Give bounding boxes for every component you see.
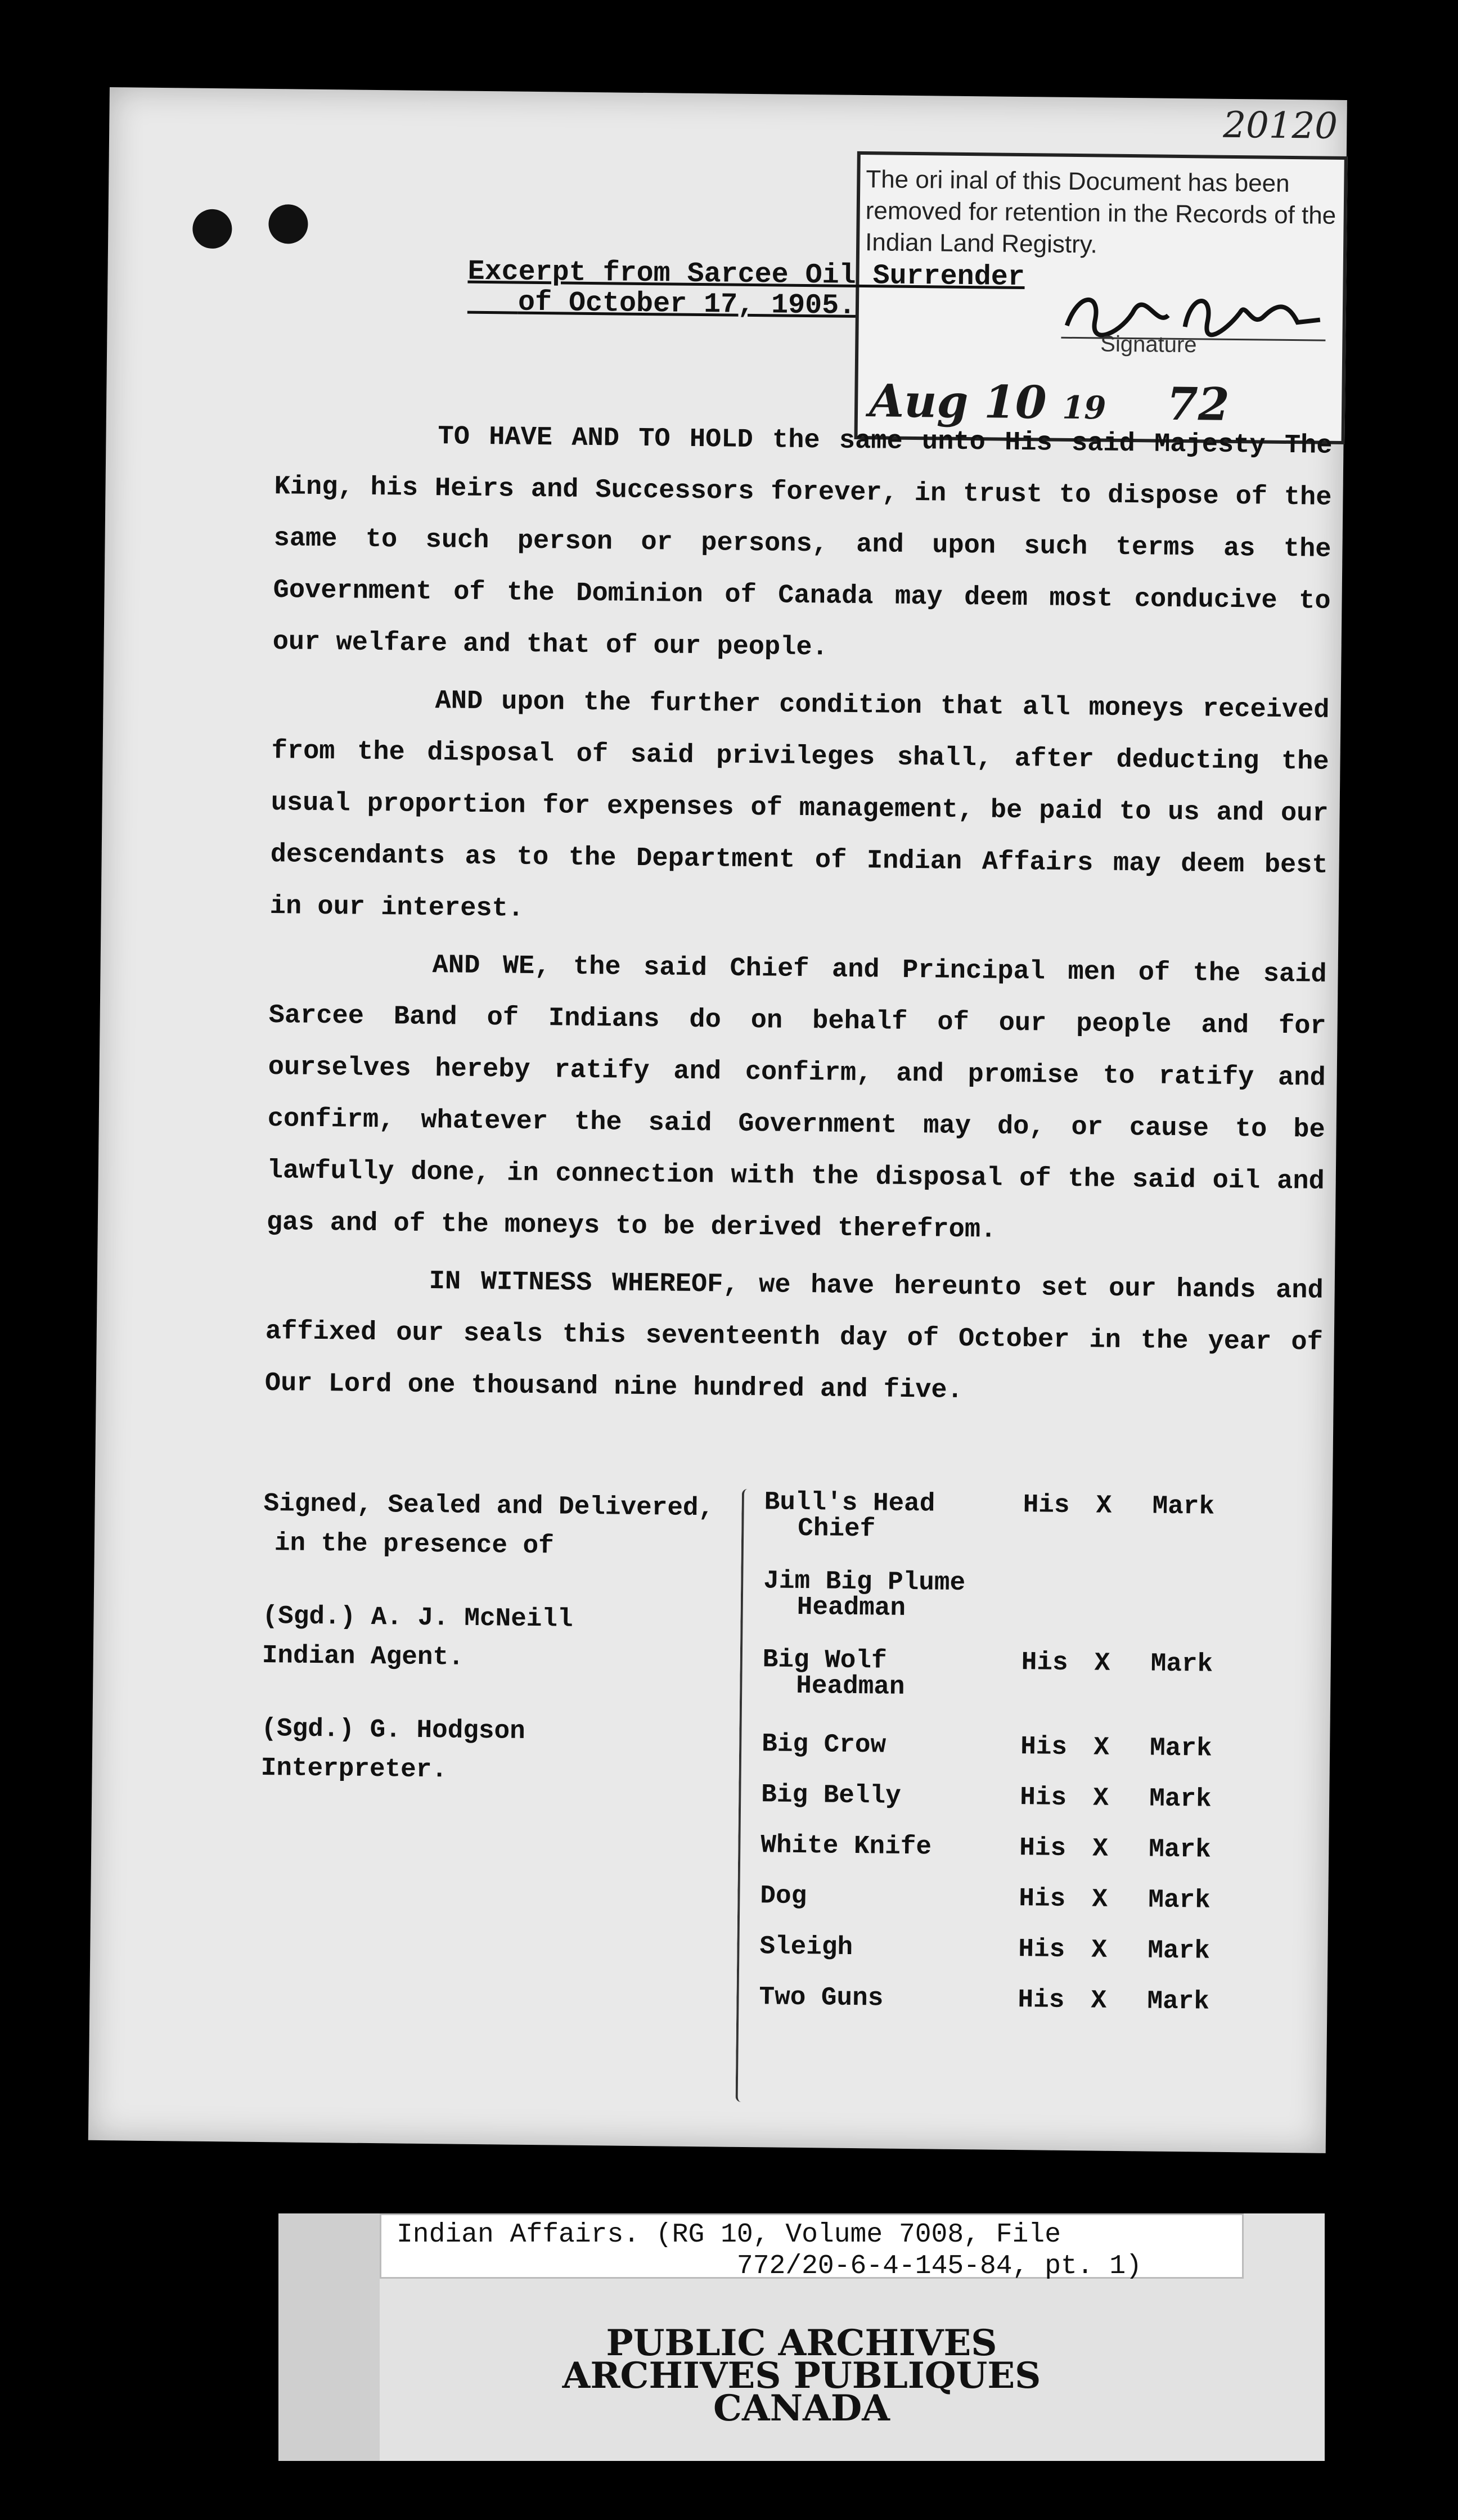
stamp-text: The ori inal of this Document has been removed for retention in the Records of the Indian Land Registry. <box>865 165 1336 259</box>
x-mark: X <box>1092 1884 1108 1914</box>
agent-title: Indian Agent. <box>262 1640 464 1672</box>
x-mark: X <box>1093 1732 1110 1762</box>
signatory-name <box>760 1832 986 1860</box>
his-text: His <box>1018 1985 1065 2015</box>
mark-text: Mark <box>1149 1784 1212 1814</box>
signatory-title: Chief <box>797 1513 876 1544</box>
reference-number: 20120 <box>1223 104 1338 147</box>
signatory-row <box>759 1982 1266 2017</box>
signatory-name-text: Dog <box>760 1881 807 1911</box>
signatory-row <box>762 1645 1269 1702</box>
interpreter-title: Interpreter. <box>260 1753 448 1785</box>
signatory-row <box>761 1780 1268 1814</box>
date-century: 19 <box>1061 389 1106 427</box>
date-day: Aug 10 <box>868 374 1047 429</box>
presence-line: in the presence of <box>274 1528 555 1561</box>
mark-text: Mark <box>1149 1834 1211 1865</box>
signatory-name-text: Big Belly <box>761 1780 901 1811</box>
agent-name: (Sgd.) A. J. McNeill <box>262 1601 573 1634</box>
punch-hole <box>192 209 232 249</box>
mark-text: Mark <box>1150 1649 1213 1679</box>
signatory-row <box>761 1729 1268 1763</box>
date-year: 72 <box>1166 377 1230 431</box>
signatory-title: Headman <box>796 1592 906 1623</box>
signatory-name <box>762 1646 988 1700</box>
signed-line: Signed, Sealed and Delivered, <box>263 1489 714 1523</box>
his-text: His <box>1023 1490 1070 1520</box>
signatory-name-text: Bull's Head <box>764 1487 935 1519</box>
signatory-name <box>759 1933 984 1961</box>
signature-label: Signature <box>1100 331 1197 358</box>
signatory-name-text: Jim Big Plume <box>763 1566 966 1598</box>
document-body <box>264 410 1333 1426</box>
his-text: His <box>1018 1934 1065 1964</box>
archive-line2: ARCHIVES PUBLIQUES <box>562 2355 1041 2397</box>
x-mark: X <box>1096 1491 1112 1520</box>
paragraph: TO HAVE AND TO HOLD the same unto His said Majesty The King, his Heirs and Successors forever, in trust to dispose of the same to such person or persons, and upon such terms as the Government of the Dominion of Canada may deem most conducive to our welfare and that of our people. <box>272 422 1333 663</box>
mark-text: Mark <box>1148 1936 1210 1966</box>
signatory-row <box>764 1487 1271 1544</box>
signatory-name-text: Two Guns <box>759 1982 884 2013</box>
witness-column <box>260 1484 748 1785</box>
excerpt-title-line2: of October 17, 1905. <box>518 286 856 322</box>
x-mark: X <box>1091 1935 1108 1965</box>
his-text: His <box>1020 1732 1068 1762</box>
citation <box>397 2219 1142 2282</box>
mark-text: Mark <box>1147 1986 1210 2017</box>
signature-block <box>257 1484 1333 2142</box>
signatory-name <box>763 1568 989 1622</box>
his-text: His <box>1019 1833 1066 1863</box>
paragraph: AND WE, the said Chief and Principal men of the said Sarcee Band of Indians do on behalf of our people and for ourselves hereby ratify and confirm, and promise to ratify and confirm, whatever the said Government may do, or cause to be lawfully done, in connection with the disposal of the said oil and gas and of the moneys to be derived therefrom. <box>266 951 1327 1245</box>
signatory-row <box>760 1881 1267 1915</box>
citation-line2: 772/20-6-4-145-84, pt. 1) <box>736 2251 1142 2282</box>
signatory-name <box>762 1731 987 1759</box>
mark-text: Mark <box>1148 1885 1211 1915</box>
signatory-name-text: Big Wolf <box>762 1645 887 1676</box>
his-text: His <box>1019 1884 1066 1914</box>
interpreter-name: (Sgd.) G. Hodgson <box>261 1713 525 1746</box>
excerpt-title-line1: Excerpt from Sarcee Oil Surrender <box>467 255 1025 294</box>
punch-hole <box>268 204 308 244</box>
x-mark: X <box>1091 1986 1107 2015</box>
paragraph: AND upon the further condition that all moneys received from the disposal of said privileges shall, after deducting the usual proportion for expenses of management, be paid to us and our descendants as to the Department of Indian Affairs may deem best in our interest. <box>269 686 1330 924</box>
x-mark: X <box>1094 1648 1110 1678</box>
mark-text: Mark <box>1149 1733 1212 1763</box>
mark-text: Mark <box>1152 1491 1215 1522</box>
signatory-row <box>763 1566 1270 1623</box>
signatory-name-text: Big Crow <box>761 1729 886 1760</box>
signatory-name <box>760 1883 985 1911</box>
his-text: His <box>1021 1648 1068 1677</box>
signatory-title: Headman <box>796 1671 905 1702</box>
x-mark: X <box>1092 1783 1109 1813</box>
signatory-name-text: White Knife <box>760 1830 932 1862</box>
excerpt-title <box>467 257 1025 323</box>
citation-line1: Indian Affairs. (RG 10, Volume 7008, File <box>397 2220 1061 2250</box>
archive-line1: PUBLIC ARCHIVES <box>606 2322 997 2364</box>
archive-label <box>278 2213 1325 2461</box>
signatory-name <box>764 1489 989 1543</box>
signatory-name <box>759 1984 984 2012</box>
signatory-name-text: Sleigh <box>759 1932 853 1963</box>
signatory-name <box>761 1781 986 1810</box>
bracket <box>736 1489 755 2102</box>
signatory-row <box>760 1830 1267 1865</box>
signatory-row <box>759 1932 1266 1966</box>
paragraph: IN WITNESS WHEREOF, we have hereunto set our hands and affixed our seals this seventeenth day of October in the year of Our Lord one thousand nine hundred and five. <box>264 1267 1324 1406</box>
x-mark: X <box>1092 1834 1109 1864</box>
his-text: His <box>1019 1783 1067 1812</box>
document-page <box>88 87 1347 2153</box>
archive-line3: CANADA <box>713 2387 890 2429</box>
